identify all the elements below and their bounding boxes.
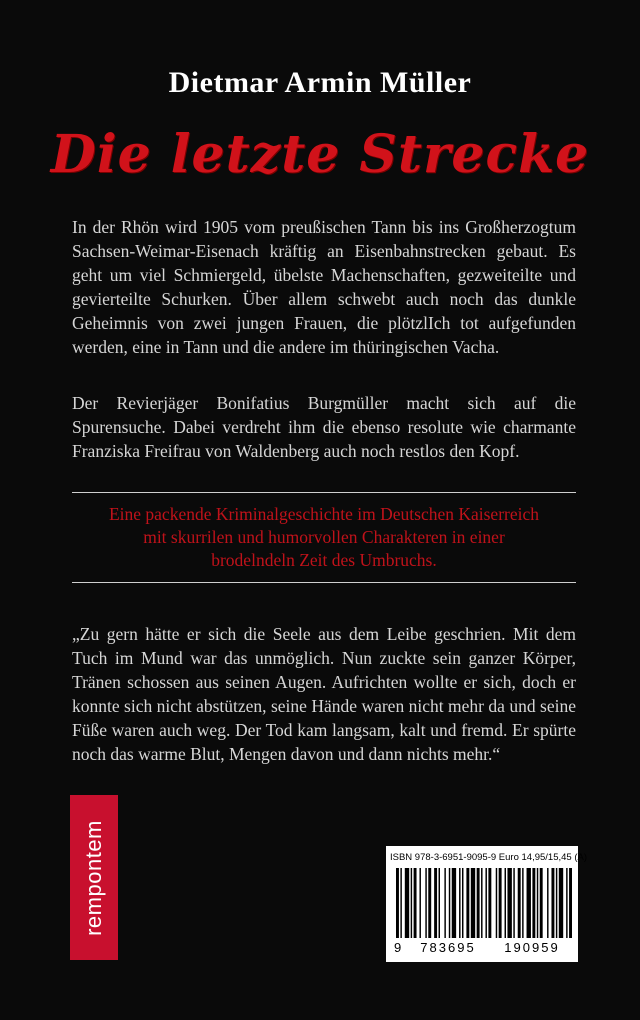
barcode-bar <box>471 868 475 938</box>
barcode-bar <box>462 868 463 938</box>
barcode-bar <box>540 868 543 938</box>
barcode-bar <box>547 868 548 938</box>
divider-bottom <box>72 582 576 583</box>
barcode-bar <box>400 868 401 938</box>
barcode-bars <box>396 868 572 938</box>
blurb-paragraph-2: Der Revierjäger Bonifatius Burgmüller macht sich auf die Spurensuche. Dabei verdreht ihm die ebenso resolute wie charmante Franziska Freifrau von Waldenberg auch noch restlos den Kopf. <box>72 393 576 461</box>
barcode-digits <box>394 940 574 955</box>
barcode-bar <box>405 868 409 938</box>
barcode-bar <box>522 868 523 938</box>
barcode-digit-group-1: 783695 <box>420 940 476 955</box>
excerpt-quote: „Zu gern hätte er sich die Seele aus dem Leibe geschrien. Mit dem Tuch im Mund war das unmöglich. Nun zuckte sein ganzer Körper, Tränen schossen aus seinen Augen. Aufrichten wollte er sich, doch er konnte sich nicht abstützen, seine Hände waren nicht mehr da und seine Füße waren auch weg. Der Tod kam langsam, kalt und fremd. Er spürte noch das warme Blut, Mengen davon und dann nichts mehr.“ <box>72 624 576 764</box>
book-title: Die letzte Strecke <box>50 124 590 185</box>
barcode-bar <box>537 868 538 938</box>
barcode-bar <box>488 868 491 938</box>
tagline <box>72 503 576 572</box>
barcode-bar <box>477 868 480 938</box>
barcode-bar <box>419 868 420 938</box>
barcode-digit-group-2: 190959 <box>504 940 560 955</box>
author-name: Dietmar Armin Müller <box>168 66 472 99</box>
barcode-bar <box>527 868 531 938</box>
isbn-price-line: ISBN 978-3-6951-9095-9 Euro 14,95/15,45 (A) <box>390 852 587 863</box>
barcode-bar <box>414 868 417 938</box>
barcode-bar <box>396 868 399 938</box>
barcode-bar <box>513 868 514 938</box>
barcode-bar <box>459 868 460 938</box>
barcode-bar <box>466 868 469 938</box>
barcode-bar <box>551 868 554 938</box>
barcode-bar <box>439 868 440 938</box>
barcode-bar <box>569 868 572 938</box>
barcode-bar <box>428 868 431 938</box>
barcode-bar <box>556 868 557 938</box>
isbn-barcode <box>386 846 587 962</box>
tagline-line-2: mit skurrilen und humorvollen Charakteren in einer <box>143 527 505 547</box>
barcode-bar <box>505 868 506 938</box>
barcode-bar <box>518 868 521 938</box>
blurb-paragraph-1: In der Rhön wird 1905 vom preußischen Tann bis ins Großherzogtum Sachsen-Weimar-Eisenach kräftig an Eisenbahnstrecken gebaut. Es geht um viel Schmiergeld, übelste Machenschaften, gezweiteilte und gevierteilte Schurken. Über allem schwebt auch noch das dunkle Geheimnis von zwei jungen Frauen, die plötzlIch tot aufgefunden werden, eine in Tann und die andere im thüringischen Vacha. <box>72 217 576 357</box>
barcode-bar <box>566 868 567 938</box>
barcode-bar <box>411 868 412 938</box>
publisher-name: rempontem <box>81 819 106 936</box>
barcode-bar <box>499 868 502 938</box>
barcode-bar <box>449 868 450 938</box>
divider-top <box>72 492 576 493</box>
barcode-bar <box>559 868 563 938</box>
barcode-bar <box>444 868 445 938</box>
barcode-digit-lead: 9 <box>394 940 402 955</box>
barcode-bar <box>425 868 426 938</box>
tagline-line-3: brodelndeln Zeit des Umbruchs. <box>211 550 437 570</box>
barcode-bar <box>434 868 437 938</box>
tagline-line-1: Eine packende Kriminalgeschichte im Deutschen Kaiserreich <box>108 504 540 524</box>
barcode-bar <box>507 868 511 938</box>
barcode-bar <box>532 868 535 938</box>
barcode-bar <box>496 868 497 938</box>
barcode-bar <box>481 868 482 938</box>
barcode-bar <box>485 868 486 938</box>
barcode-bar <box>452 868 456 938</box>
publisher-logo <box>70 795 118 960</box>
